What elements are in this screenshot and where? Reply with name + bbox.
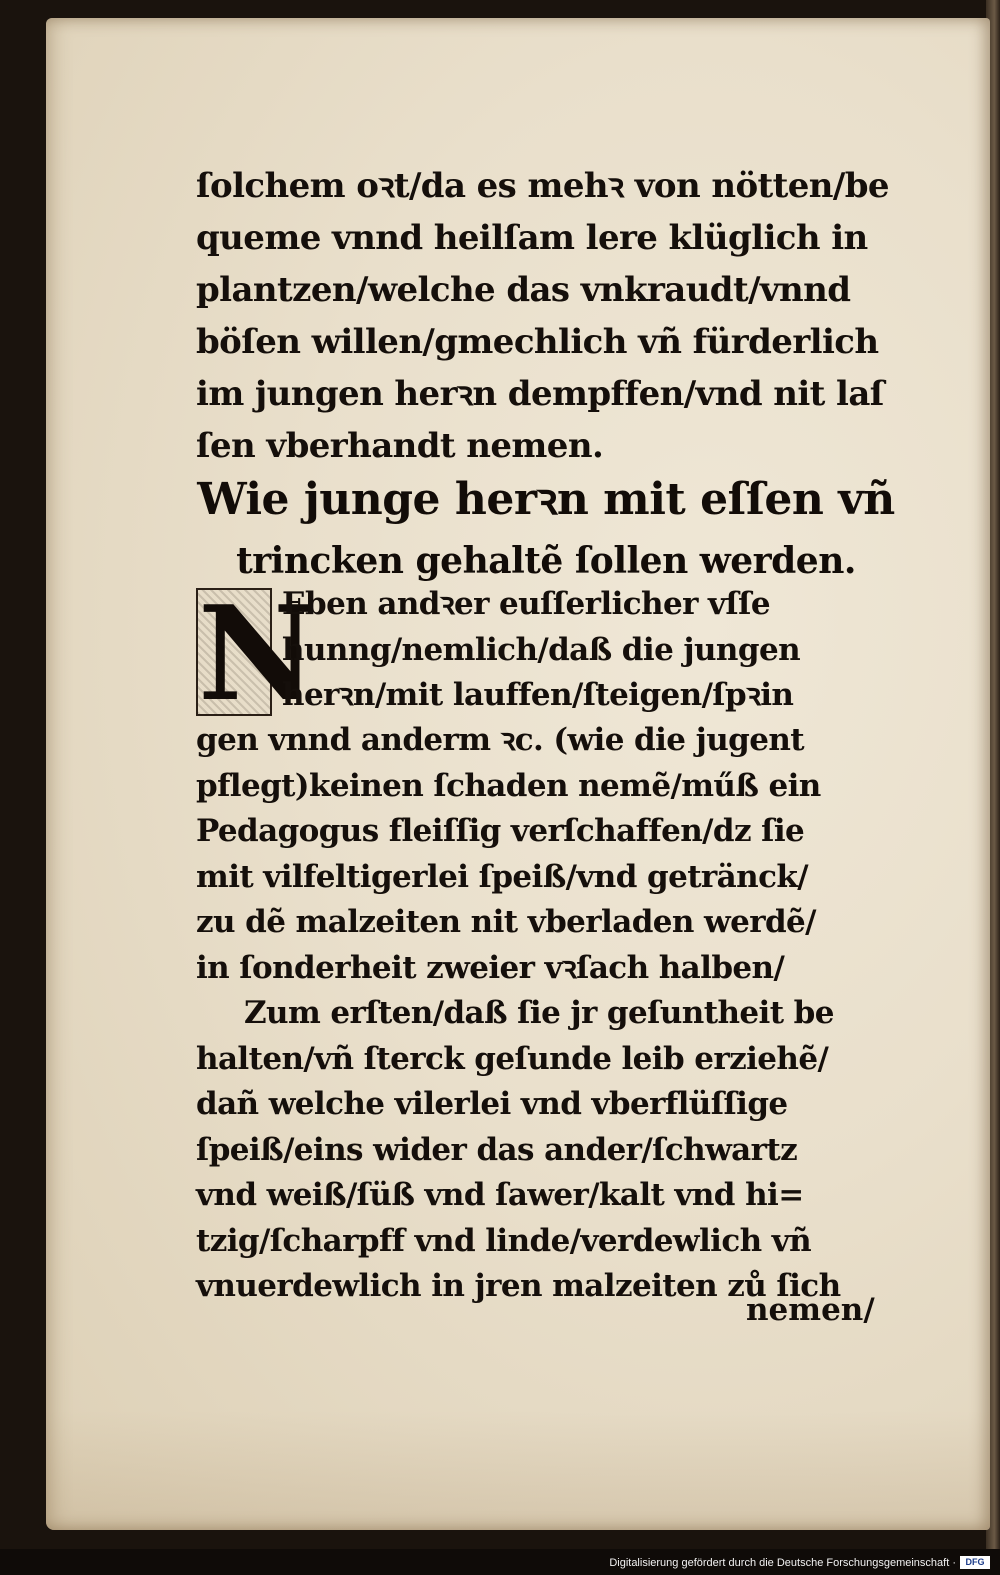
drop-cap-initial: N [198, 577, 317, 730]
funding-credit: Digitalisierung gefördert durch die Deutsche Forschungsgemeinschaft · [609, 1557, 956, 1569]
text-line: tzig/ſcharpff vnd linde/verdewlich vñ [196, 1222, 812, 1259]
text-line: pflegt)keinen ſchaden nemẽ/műß ein [196, 767, 821, 804]
text-line: Eben andꝛer euſſerlicher vſſe [282, 586, 771, 622]
text-line: vnuerdewlich in jren malzeiten zů ſich [196, 1268, 841, 1304]
text-line: mit vilfeltigerlei ſpeiß/vnd getränck/ [196, 858, 808, 895]
text-line: vnd weiß/ſüß vnd ſawer/kalt vnd hi= [196, 1177, 804, 1213]
text-block-body [196, 718, 896, 1310]
page-stain [46, 1410, 990, 1530]
text-line: Zum erſten/daß ſie jr geſuntheit be [244, 995, 834, 1031]
dfg-logo: DFG [960, 1556, 990, 1569]
section-heading [196, 468, 896, 590]
text-block-beside-initial [282, 582, 902, 719]
text-line: herꝛn/mit lauffen/ſteigen/ſpꝛin [282, 677, 794, 713]
text-line: halten/vñ ſterck geſunde leib erziehẽ/ [196, 1040, 829, 1077]
text-line: hunng/nemlich/daß die jungen [282, 631, 801, 668]
text-line: zu dẽ malzeiten nit vberladen werdẽ/ [196, 904, 816, 940]
text-block-top [196, 160, 896, 472]
text-line: in ſonderheit zweier vꝛſach halben/ [196, 949, 785, 986]
text-line: böſen willen/gmechlich vñ fürderlich [196, 322, 879, 362]
text-line: ſolchem oꝛt/da es mehꝛ von nötten/be [196, 166, 889, 206]
text-line: dañ welche vilerlei vnd vberflüſſige [196, 1086, 788, 1122]
heading-line-1: Wie junge herꝛn mit eſſen vñ [197, 474, 895, 525]
text-line: ſpeiß/eins wider das ander/ſchwartz [196, 1131, 798, 1168]
text-line: plantzen/welche das vnkraudt/vnnd [196, 270, 851, 310]
text-line: gen vnnd anderm ꝛc. (wie die jugent [196, 722, 805, 758]
heading-line-2: trincken gehaltẽ ſollen werden. [236, 540, 856, 582]
text-line: Pedagogus fleiſſig verſchaffen/dz ſie [196, 813, 805, 849]
text-line: ſen vberhandt nemen. [196, 426, 604, 466]
footer-bar [0, 1549, 1000, 1575]
catchword: nemen/ [746, 1292, 875, 1328]
text-line: queme vnnd heilſam lere klüglich in [196, 218, 868, 258]
text-line: im jungen herꝛn dempffen/vnd nit laſ [196, 374, 884, 414]
